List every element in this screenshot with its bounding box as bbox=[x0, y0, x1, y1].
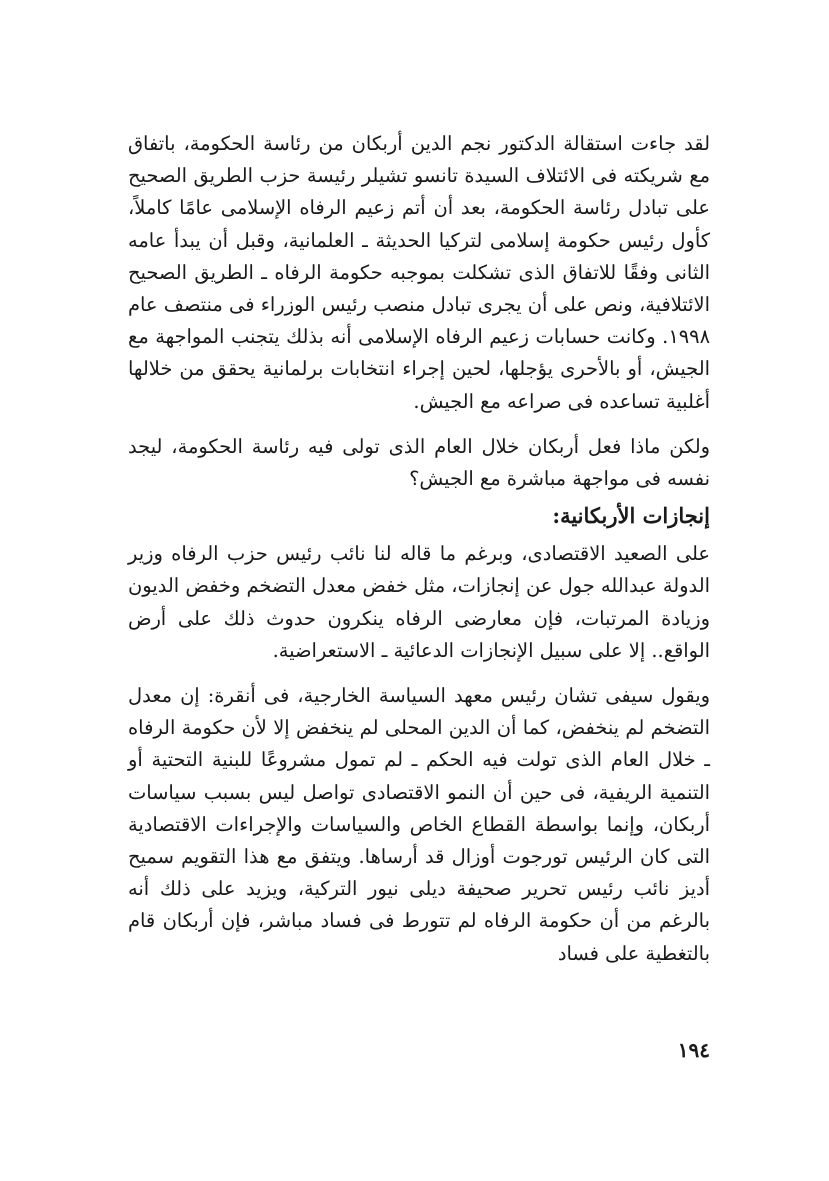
section-heading: إنجازات الأربكانية: bbox=[552, 503, 710, 529]
page-number: ١٩٤ bbox=[677, 1038, 710, 1062]
paragraph-resignation: لقد جاءت استقالة الدكتور نجم الدين أربكان من رئاسة الحكومة، باتفاق مع شريكته فى الائتلاف السيدة تانسو تشيلر رئيسة حزب الطريق الصحيح على تبادل رئاسة الحكومة، بعد أن أتم زعيم الرفاه الإسلامى عامًا كاملاً، كأول رئيس حكومة إسلامى لتركيا الحديثة ـ العلمانية، وقبل أن يبدأ عامه الثانى وفقًا للاتفاق الذى تشكلت بموجبه حكومة الرفاه ـ الطريق الصحيح الائتلافية، ونص على أن يجرى تبادل منصب رئيس الوزراء فى منتصف عام ١٩٩٨. وكانت حسابات زعيم الرفاه الإسلامى أنه بذلك يتجنب المواجهة مع الجيش، أو بالأحرى يؤجلها، لحين إجراء انتخابات برلمانية يحقق من خلالها أغلبية تساعده فى صراعه مع الجيش. bbox=[128, 132, 710, 413]
paragraph-question: ولكن ماذا فعل أربكان خلال العام الذى تولى فيه رئاسة الحكومة، ليجد نفسه فى مواجهة مباشرة مع الجيش؟ bbox=[128, 434, 710, 491]
paragraph-analysis: ويقول سيفى تشان رئيس معهد السياسة الخارجية، فى أنقرة: إن معدل التضخم لم ينخفض، كما أن الدين المحلى لم ينخفض إلا لأن حكومة الرفاه ـ خلال العام الذى تولت فيه الحكم ـ لم تمول مشروعًا للبنية التحتية أو التنمية الريفية، فى حين أن النمو الاقتصادى تواصل ليس بسبب سياسات أربكان، وإنما بواسطة القطاع الخاص والسياسات والإجراءات الاقتصادية التى كان الرئيس تورجوت أوزال قد أرساها. ويتفق مع هذا التقويم سميح أديز نائب رئيس تحرير صحيفة ديلى نيور التركية، ويزيد على ذلك أنه بالرغم من أن حكومة الرفاه لم تتورط فى فساد مباشر، فإن أربكان قام بالتغطية على فساد bbox=[128, 684, 710, 965]
book-page bbox=[128, 128, 710, 1062]
paragraph-economy: على الصعيد الاقتصادى، وبرغم ما قاله لنا نائب رئيس حزب الرفاه وزير الدولة عبدالله جول عن إنجازات، مثل خفض معدل التضخم وخفض الديون وزيادة المرتبات، فإن معارضى الرفاه ينكرون حدوث ذلك على أرض الواقع.. إلا على سبيل الإنجازات الدعائية ـ الاستعراضية. bbox=[128, 542, 710, 662]
